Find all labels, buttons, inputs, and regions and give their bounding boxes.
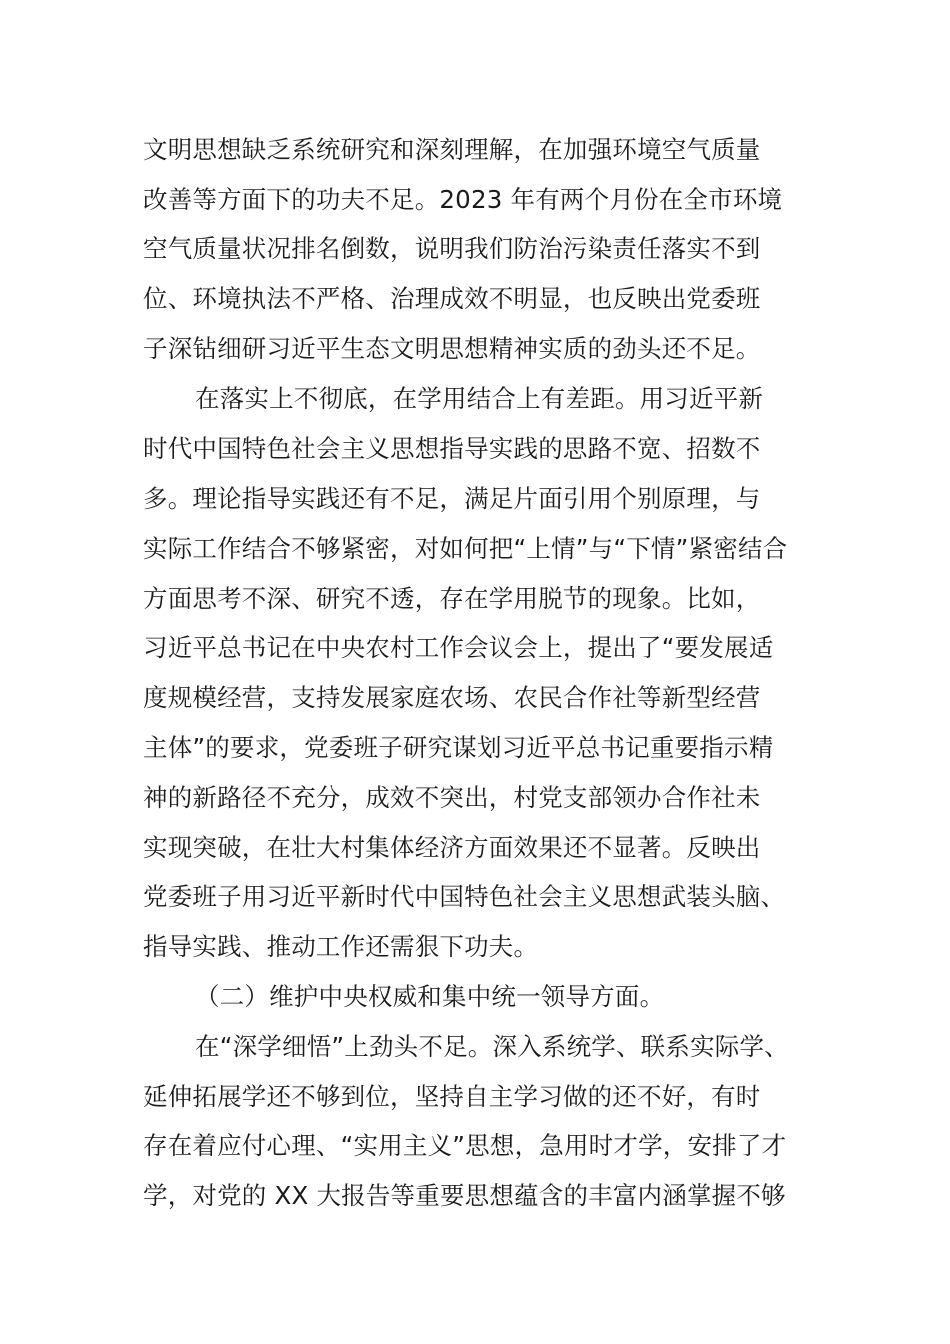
text-line: 位、环境执法不严格、治理成效不明显，也反映出党委班 (143, 284, 761, 313)
paragraph-first-line: 在“深学细悟”上劲头不足。深入系统学、联系实际学、 (195, 1032, 789, 1061)
text-line: 文明思想缺乏系统研究和深刻理解，在加强环境空气质量 (143, 135, 761, 164)
text-line: 主体”的要求，党委班子研究谋划习近平总书记重要指示精 (143, 733, 774, 762)
text-line: 存在着应付心理、“实用主义”思想，急用时才学，安排了才 (143, 1131, 787, 1160)
text-line: 学，对党的 XX 大报告等重要思想蕴含的丰富内涵掌握不够 (143, 1181, 786, 1210)
text-line: 习近平总书记在中央农村工作会议会上，提出了“要发展适 (143, 633, 774, 662)
text-line: 改善等方面下的功夫不足。2023 年有两个月份在全市环境 (143, 185, 783, 214)
section-heading: （二）维护中央权威和集中统一领导方面。 (195, 982, 665, 1011)
text-line: 方面思考不深、研究不透，存在学用脱节的现象。比如， (143, 584, 761, 613)
text-line: 神的新路径不充分，成效不突出，村党支部领办合作社未 (143, 783, 761, 812)
text-line: 空气质量状况排名倒数，说明我们防治污染责任落实不到 (143, 234, 761, 263)
text-line: 多。理论指导实践还有不足，满足片面引用个别原理，与 (143, 484, 761, 513)
text-line: 度规模经营，支持发展家庭农场、农民合作社等新型经营 (143, 683, 761, 712)
paragraph-first-line: 在落实上不彻底，在学用结合上有差距。用习近平新 (195, 384, 764, 413)
text-line: 指导实践、推动工作还需狠下功夫。 (143, 932, 539, 961)
text-line: 实际工作结合不够紧密，对如何把“上情”与“下情”紧密结合 (143, 534, 788, 563)
text-line: 子深钻细研习近平生态文明思想精神实质的劲头还不足。 (143, 334, 761, 363)
text-line: 实现突破，在壮大村集体经济方面效果还不显著。反映出 (143, 833, 761, 862)
text-line: 延伸拓展学还不够到位，坚持自主学习做的还不好，有时 (143, 1082, 761, 1111)
text-line: 党委班子用习近平新时代中国特色社会主义思想武装头脑、 (143, 882, 786, 911)
text-line: 时代中国特色社会主义思想指导实践的思路不宽、招数不 (143, 434, 761, 463)
